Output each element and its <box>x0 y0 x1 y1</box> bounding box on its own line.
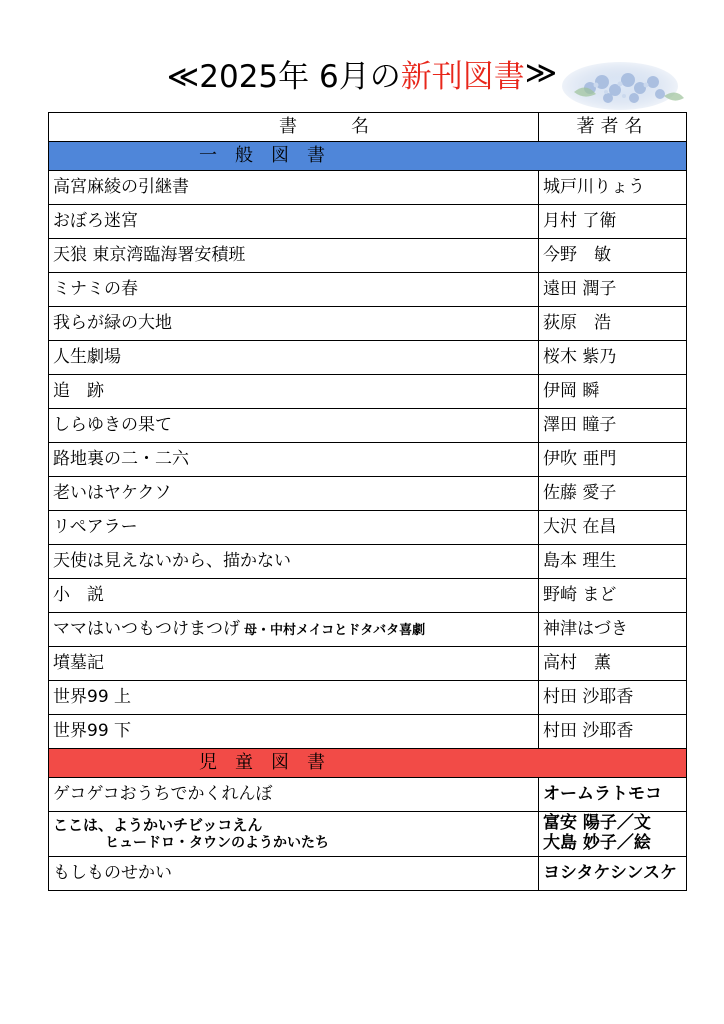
book-author: 今野 敏 <box>543 244 611 265</box>
book-author: 村田 沙耶香 <box>543 686 634 707</box>
book-title: ゲコゲコおうちでかくれんぼ <box>53 783 273 804</box>
book-author: 城戸川りょう <box>543 176 645 197</box>
book-author-cell <box>539 511 687 545</box>
table-row <box>49 778 687 812</box>
book-title: 世界99 上 <box>53 686 132 707</box>
book-author-cell <box>539 613 687 647</box>
book-title-cell <box>49 239 539 273</box>
table-row <box>49 613 687 647</box>
table-header <box>49 113 687 142</box>
book-title-cell <box>49 307 539 341</box>
book-title-cell <box>49 613 539 647</box>
book-title-cell <box>49 477 539 511</box>
book-title-cell <box>49 778 539 812</box>
book-author: 遠田 潤子 <box>543 278 617 299</box>
book-author: 村田 沙耶香 <box>543 720 634 741</box>
book-author: 伊吹 亜門 <box>543 448 617 469</box>
book-author-cell <box>539 857 687 891</box>
table-row <box>49 375 687 409</box>
book-author-cell <box>539 681 687 715</box>
book-title-cell <box>49 511 539 545</box>
book-author-cell <box>539 778 687 812</box>
general-books-list <box>49 171 687 749</box>
book-title: ミナミの春 <box>53 278 138 299</box>
book-author: 佐藤 愛子 <box>543 482 617 503</box>
table-row <box>49 715 687 749</box>
book-author: 澤田 瞳子 <box>543 414 617 435</box>
new-books-table <box>48 112 687 891</box>
book-title: おぼろ迷宮 <box>53 210 138 231</box>
book-title-cell <box>49 857 539 891</box>
book-title-cell <box>49 647 539 681</box>
table-row <box>49 511 687 545</box>
book-title: 小 説 <box>53 584 104 605</box>
book-title: 人生劇場 <box>53 346 121 367</box>
table-row <box>49 273 687 307</box>
book-author: ヨシタケシンスケ <box>543 862 678 883</box>
table-row <box>49 681 687 715</box>
book-author-cell <box>539 647 687 681</box>
book-title: 路地裏の二・二六 <box>53 448 189 469</box>
table-row <box>49 443 687 477</box>
book-author-cell <box>539 545 687 579</box>
hydrangea-decoration-icon <box>560 52 690 114</box>
table-row <box>49 857 687 891</box>
book-author-cell <box>539 477 687 511</box>
section-general-label: 一 般 図 書 <box>49 142 687 171</box>
section-general <box>49 142 687 171</box>
book-author-cell <box>539 812 687 857</box>
book-author: 月村 了衛 <box>543 210 617 231</box>
book-author: 高村 薫 <box>543 652 611 673</box>
book-author: 島本 理生 <box>543 550 617 571</box>
book-author: 伊岡 瞬 <box>543 380 600 401</box>
book-title-cell <box>49 715 539 749</box>
book-author: 桜木 紫乃 <box>543 346 617 367</box>
book-author-cell <box>539 205 687 239</box>
table-row <box>49 171 687 205</box>
book-title: もしものせかい <box>53 862 172 883</box>
title-highlight: 新刊図書 <box>400 58 525 95</box>
book-author: 神津はづき <box>543 618 628 639</box>
book-author-cell <box>539 307 687 341</box>
book-author-cell <box>539 579 687 613</box>
book-title-line2: ヒュードロ・タウンのようかいたち <box>105 834 329 851</box>
book-title-cell <box>49 341 539 375</box>
section-children <box>49 749 687 778</box>
table-row <box>49 307 687 341</box>
header-author-col: 著者名 <box>539 113 687 142</box>
table-row <box>49 477 687 511</box>
book-title: ここは、ようかいチビッコえん <box>53 816 263 835</box>
book-author-cell <box>539 409 687 443</box>
table-row <box>49 205 687 239</box>
book-title-cell <box>49 443 539 477</box>
book-title: 墳墓記 <box>53 652 104 673</box>
book-author-cell <box>539 273 687 307</box>
children-books-list <box>49 778 687 891</box>
table-row <box>49 545 687 579</box>
book-subtitle: 母・中村メイコとドタバタ喜劇 <box>244 622 426 638</box>
title-suffix: ≫ <box>524 55 558 91</box>
table-row <box>49 812 687 857</box>
book-title-cell <box>49 812 539 857</box>
book-title: ママはいつもつけまつげ <box>53 618 240 639</box>
book-author: オームラトモコ <box>543 783 662 804</box>
book-title: しらゆきの果て <box>53 414 172 435</box>
header-title-col: 書 名 <box>49 113 539 142</box>
book-title-cell <box>49 205 539 239</box>
book-author: 大沢 在昌 <box>543 516 617 537</box>
book-author: 富安 陽子／文 <box>543 813 651 834</box>
book-author-cell <box>539 171 687 205</box>
book-author-cell <box>539 715 687 749</box>
book-title: リペアラー <box>53 516 138 537</box>
table-row <box>49 239 687 273</box>
book-author-line2: 大島 妙子／絵 <box>543 833 651 853</box>
book-author-cell <box>539 375 687 409</box>
book-title-cell <box>49 545 539 579</box>
book-title: 高宮麻綾の引継書 <box>53 176 189 197</box>
table-row <box>49 341 687 375</box>
table-row <box>49 409 687 443</box>
book-author: 荻原 浩 <box>543 312 611 333</box>
book-title: 世界99 下 <box>53 720 132 741</box>
book-title: 天使は見えないから、描かない <box>53 550 291 571</box>
book-author-cell <box>539 443 687 477</box>
book-author: 野崎 まど <box>543 584 617 605</box>
book-title-cell <box>49 273 539 307</box>
book-title: 追 跡 <box>53 380 104 401</box>
book-title-cell <box>49 681 539 715</box>
book-title-cell <box>49 375 539 409</box>
table-row <box>49 647 687 681</box>
section-children-label: 児 童 図 書 <box>49 749 687 778</box>
book-title-cell <box>49 579 539 613</box>
book-author-cell <box>539 239 687 273</box>
book-title: 天狼 東京湾臨海署安積班 <box>53 244 246 265</box>
book-author-cell <box>539 341 687 375</box>
table-row <box>49 579 687 613</box>
title-prefix: ≪2025年 6月の <box>166 58 401 95</box>
book-title: 老いはヤケクソ <box>53 482 172 503</box>
book-title-cell <box>49 171 539 205</box>
book-title: 我らが緑の大地 <box>53 312 172 333</box>
book-title-cell <box>49 409 539 443</box>
